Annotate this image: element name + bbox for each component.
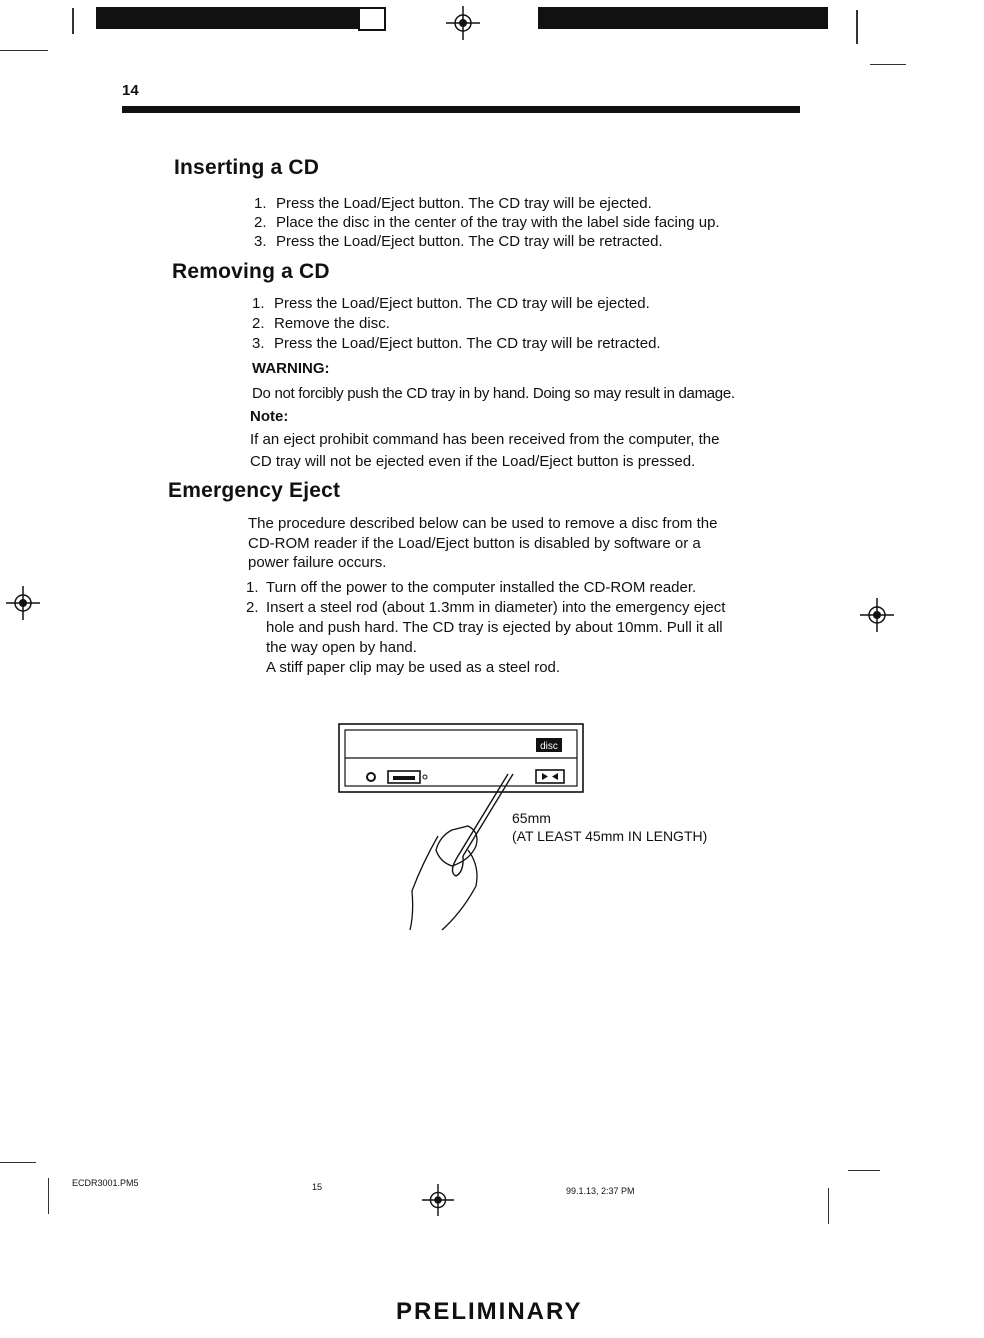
step-continuation: the way open by hand. <box>266 639 417 656</box>
page-number: 14 <box>122 82 139 99</box>
crop-mark <box>72 8 74 34</box>
step-item <box>254 194 652 214</box>
step-text: Turn off the power to the computer installed the CD-ROM reader. <box>266 579 697 596</box>
registration-target-icon <box>446 6 480 40</box>
intro-text-line: power failure occurs. <box>248 554 387 571</box>
step-item <box>254 213 720 233</box>
step-continuation: A stiff paper clip may be used as a steel rod. <box>266 659 561 676</box>
registration-box <box>358 7 386 31</box>
intro-text-line: The procedure described below can be used to remove a disc from the <box>248 515 718 532</box>
step-number: 2. <box>254 214 267 231</box>
registration-target-icon <box>860 598 894 632</box>
step-item <box>252 334 661 354</box>
step-text: Place the disc in the center of the tray with the label side facing up. <box>276 214 720 231</box>
header-rule <box>122 106 800 113</box>
step-item <box>252 314 390 334</box>
step-text: Remove the disc. <box>274 315 390 332</box>
step-text: Press the Load/Eject button. The CD tray will be retracted. <box>274 335 661 352</box>
section-heading-emergency: Emergency Eject <box>168 479 341 502</box>
warning-label: WARNING: <box>252 360 330 377</box>
figure-label-length: 65mm <box>512 810 551 826</box>
crop-mark <box>848 1170 880 1171</box>
step-item <box>252 294 650 314</box>
registration-bar <box>96 7 384 29</box>
crop-mark <box>48 1178 49 1214</box>
crop-mark <box>870 64 906 65</box>
section-heading-removing: Removing a CD <box>172 260 330 283</box>
figure-label-note: (AT LEAST 45mm IN LENGTH) <box>512 828 708 844</box>
step-text: Press the Load/Eject button. The CD tray will be ejected. <box>276 195 652 212</box>
crop-mark <box>0 50 48 51</box>
step-item <box>246 598 725 618</box>
step-number: 1. <box>252 295 265 312</box>
note-label: Note: <box>250 408 289 425</box>
crop-mark <box>0 1162 36 1163</box>
step-number: 3. <box>254 233 267 250</box>
step-number: 3. <box>252 335 265 352</box>
step-text: Press the Load/Eject button. The CD tray will be ejected. <box>274 295 650 312</box>
step-continuation: hole and push hard. The CD tray is ejected by about 10mm. Pull it all <box>266 619 723 636</box>
footer-datetime: 99.1.13, 2:37 PM <box>566 1186 635 1196</box>
step-number: 1. <box>254 195 267 212</box>
preliminary-stamp: PRELIMINARY <box>396 1298 583 1325</box>
step-item <box>254 232 663 252</box>
note-text-line: If an eject prohibit command has been received from the computer, the <box>250 431 720 448</box>
warning-text: Do not forcibly push the CD tray in by hand. Doing so may result in damage. <box>252 385 735 402</box>
registration-target-icon <box>6 586 40 620</box>
registration-target-icon <box>422 1184 454 1216</box>
footer-filename: ECDR3001.PM5 <box>72 1178 139 1188</box>
intro-text-line: CD-ROM reader if the Load/Eject button is disabled by software or a <box>248 535 701 552</box>
note-text-line: CD tray will not be ejected even if the Load/Eject button is pressed. <box>250 453 696 470</box>
step-number: 1. <box>246 579 259 596</box>
registration-bar <box>538 7 828 29</box>
step-number: 2. <box>246 599 259 616</box>
section-heading-inserting: Inserting a CD <box>174 156 320 179</box>
step-item <box>246 578 696 598</box>
crop-mark <box>828 1188 829 1224</box>
drive-logo: disc <box>540 741 558 752</box>
step-text: Press the Load/Eject button. The CD tray will be retracted. <box>276 233 663 250</box>
crop-mark <box>856 10 858 44</box>
footer-page: 15 <box>312 1182 323 1192</box>
step-number: 2. <box>252 315 265 332</box>
step-text: Insert a steel rod (about 1.3mm in diameter) into the emergency eject <box>266 599 726 616</box>
